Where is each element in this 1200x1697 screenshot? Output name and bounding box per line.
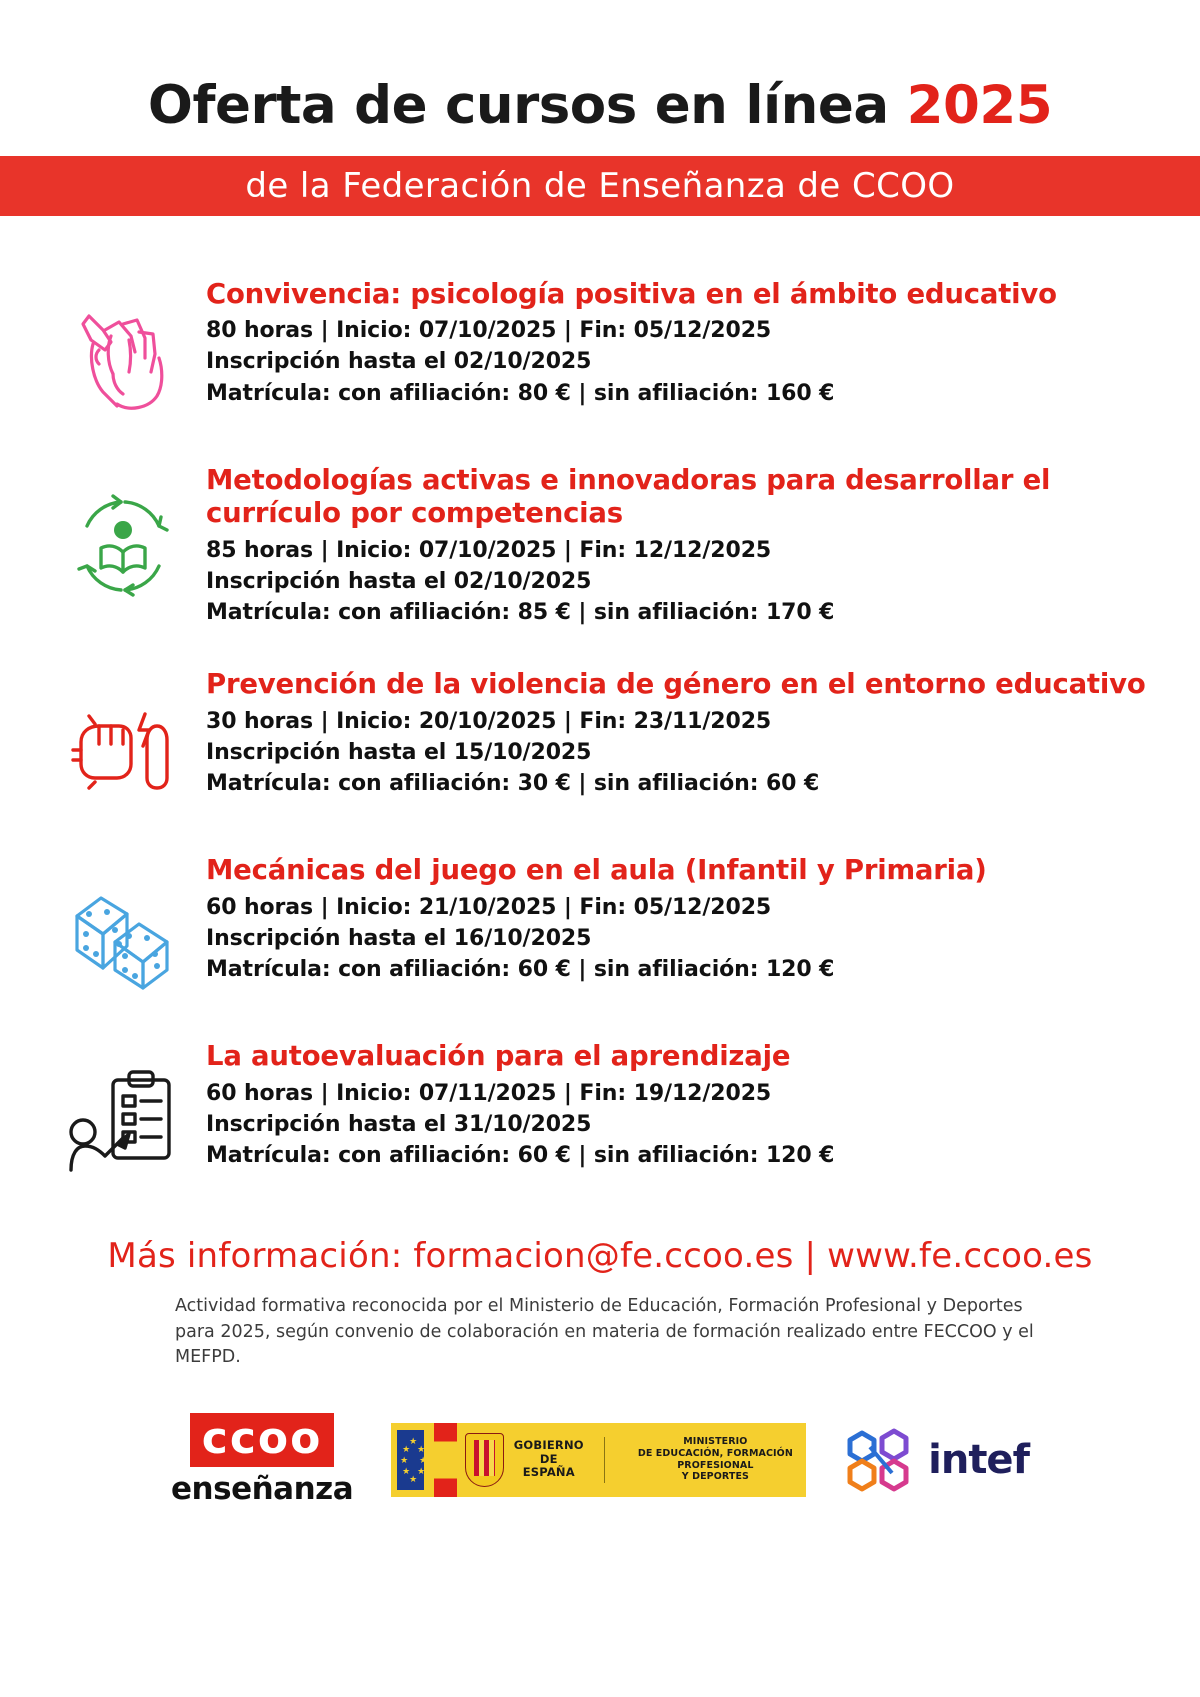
logo-row bbox=[40, 1413, 1160, 1507]
ministry-label-1: MINISTERIO bbox=[683, 1435, 748, 1447]
eu-flag-icon: ★ ★ ★ ★ ★ ★ ★ ★ bbox=[397, 1430, 424, 1490]
ccoo-logo bbox=[171, 1413, 353, 1507]
ccoo-wordmark-text: ccoo bbox=[201, 1412, 323, 1464]
course-schedule: 60 horas | Inicio: 07/11/2025 | Fin: 19/12/2025 bbox=[206, 1080, 772, 1106]
course-enrollment-deadline: Inscripción hasta el 16/10/2025 bbox=[206, 926, 592, 952]
course-schedule: 85 horas | Inicio: 07/10/2025 | Fin: 12/12/2025 bbox=[206, 537, 772, 563]
list-item bbox=[48, 278, 1160, 424]
clipboard-checklist-person-icon bbox=[48, 1040, 198, 1186]
ccoo-wordmark bbox=[190, 1413, 335, 1467]
hands-together-icon bbox=[48, 278, 198, 424]
disclaimer-text: Actividad formativa reconocida por el Ministerio de Educación, Formación Profesional y Deportes para 2025, según convenio de colaboración en materia de formación realizado entre FECCOO y el MEFPD. bbox=[175, 1296, 1034, 1368]
coat-of-arms-icon bbox=[465, 1433, 504, 1487]
header-band bbox=[0, 156, 1200, 216]
course-details bbox=[198, 1040, 1160, 1171]
course-enrollment-deadline: Inscripción hasta el 02/10/2025 bbox=[206, 568, 592, 594]
logo-divider bbox=[604, 1437, 605, 1483]
course-title: Mecánicas del juego en el aula (Infantil y Primaria) bbox=[206, 854, 987, 887]
course-details bbox=[198, 464, 1160, 629]
intef-mark-icon bbox=[844, 1423, 918, 1497]
course-enrollment-deadline: Inscripción hasta el 02/10/2025 bbox=[206, 349, 592, 375]
page-title-main: Oferta de cursos en línea bbox=[147, 75, 907, 136]
dice-icon bbox=[48, 854, 198, 1000]
course-schedule: 60 horas | Inicio: 21/10/2025 | Fin: 05/12/2025 bbox=[206, 894, 772, 920]
course-details bbox=[198, 854, 1160, 985]
gobierno-label-1: GOBIERNO bbox=[513, 1437, 584, 1452]
page-subtitle: de la Federación de Enseñanza de CCOO bbox=[245, 165, 955, 206]
reading-person-cycle-icon bbox=[48, 464, 198, 610]
poster-header bbox=[0, 0, 1200, 216]
gobierno-text-block bbox=[465, 1433, 806, 1487]
intef-logo bbox=[844, 1423, 1029, 1497]
intef-wordmark: intef bbox=[928, 1436, 1029, 1483]
spain-flag-icon bbox=[434, 1423, 457, 1497]
course-details bbox=[198, 668, 1160, 799]
fist-stop-violence-icon bbox=[48, 668, 198, 814]
course-schedule: 30 horas | Inicio: 20/10/2025 | Fin: 23/11/2025 bbox=[206, 708, 772, 734]
poster-footer bbox=[0, 1226, 1200, 1506]
page-title-year: 2025 bbox=[906, 75, 1053, 136]
course-schedule: 80 horas | Inicio: 07/10/2025 | Fin: 05/12/2025 bbox=[206, 318, 772, 344]
course-title: Convivencia: psicología positiva en el ámbito educativo bbox=[206, 277, 1057, 310]
course-list bbox=[0, 278, 1200, 1187]
course-fee: Matrícula: con afiliación: 80 € | sin afiliación: 160 € bbox=[206, 380, 835, 406]
list-item bbox=[48, 464, 1160, 629]
ccoo-subbrand: enseñanza bbox=[171, 1470, 354, 1507]
gobierno-label-2: DE ESPAÑA bbox=[522, 1451, 575, 1480]
course-fee: Matrícula: con afiliación: 85 € | sin afiliación: 170 € bbox=[206, 600, 835, 626]
course-title: La autoevaluación para el aprendizaje bbox=[206, 1040, 791, 1073]
course-fee: Matrícula: con afiliación: 60 € | sin afiliación: 120 € bbox=[206, 1143, 835, 1169]
course-enrollment-deadline: Inscripción hasta el 31/10/2025 bbox=[206, 1112, 592, 1138]
list-item bbox=[48, 1040, 1160, 1186]
ministry-label-3: Y DEPORTES bbox=[681, 1471, 750, 1483]
list-item bbox=[48, 668, 1160, 814]
page-title bbox=[0, 75, 1200, 136]
course-fee: Matrícula: con afiliación: 30 € | sin afiliación: 60 € bbox=[206, 771, 820, 797]
course-details bbox=[198, 278, 1160, 409]
course-title: Metodologías activas e innovadoras para desarrollar el currículo por competencias bbox=[206, 463, 1051, 530]
gobierno-de-espana-logo bbox=[391, 1423, 806, 1497]
course-enrollment-deadline: Inscripción hasta el 15/10/2025 bbox=[206, 740, 592, 766]
course-title: Prevención de la violencia de género en el entorno educativo bbox=[206, 668, 1146, 701]
list-item bbox=[48, 854, 1160, 1000]
course-fee: Matrícula: con afiliación: 60 € | sin afiliación: 120 € bbox=[206, 957, 835, 983]
ministry-label-2: DE EDUCACIÓN, FORMACIÓN PROFESIONAL bbox=[637, 1447, 793, 1471]
contact-info[interactable]: Más información: formacion@fe.ccoo.es | www.fe.ccoo.es bbox=[107, 1236, 1093, 1277]
